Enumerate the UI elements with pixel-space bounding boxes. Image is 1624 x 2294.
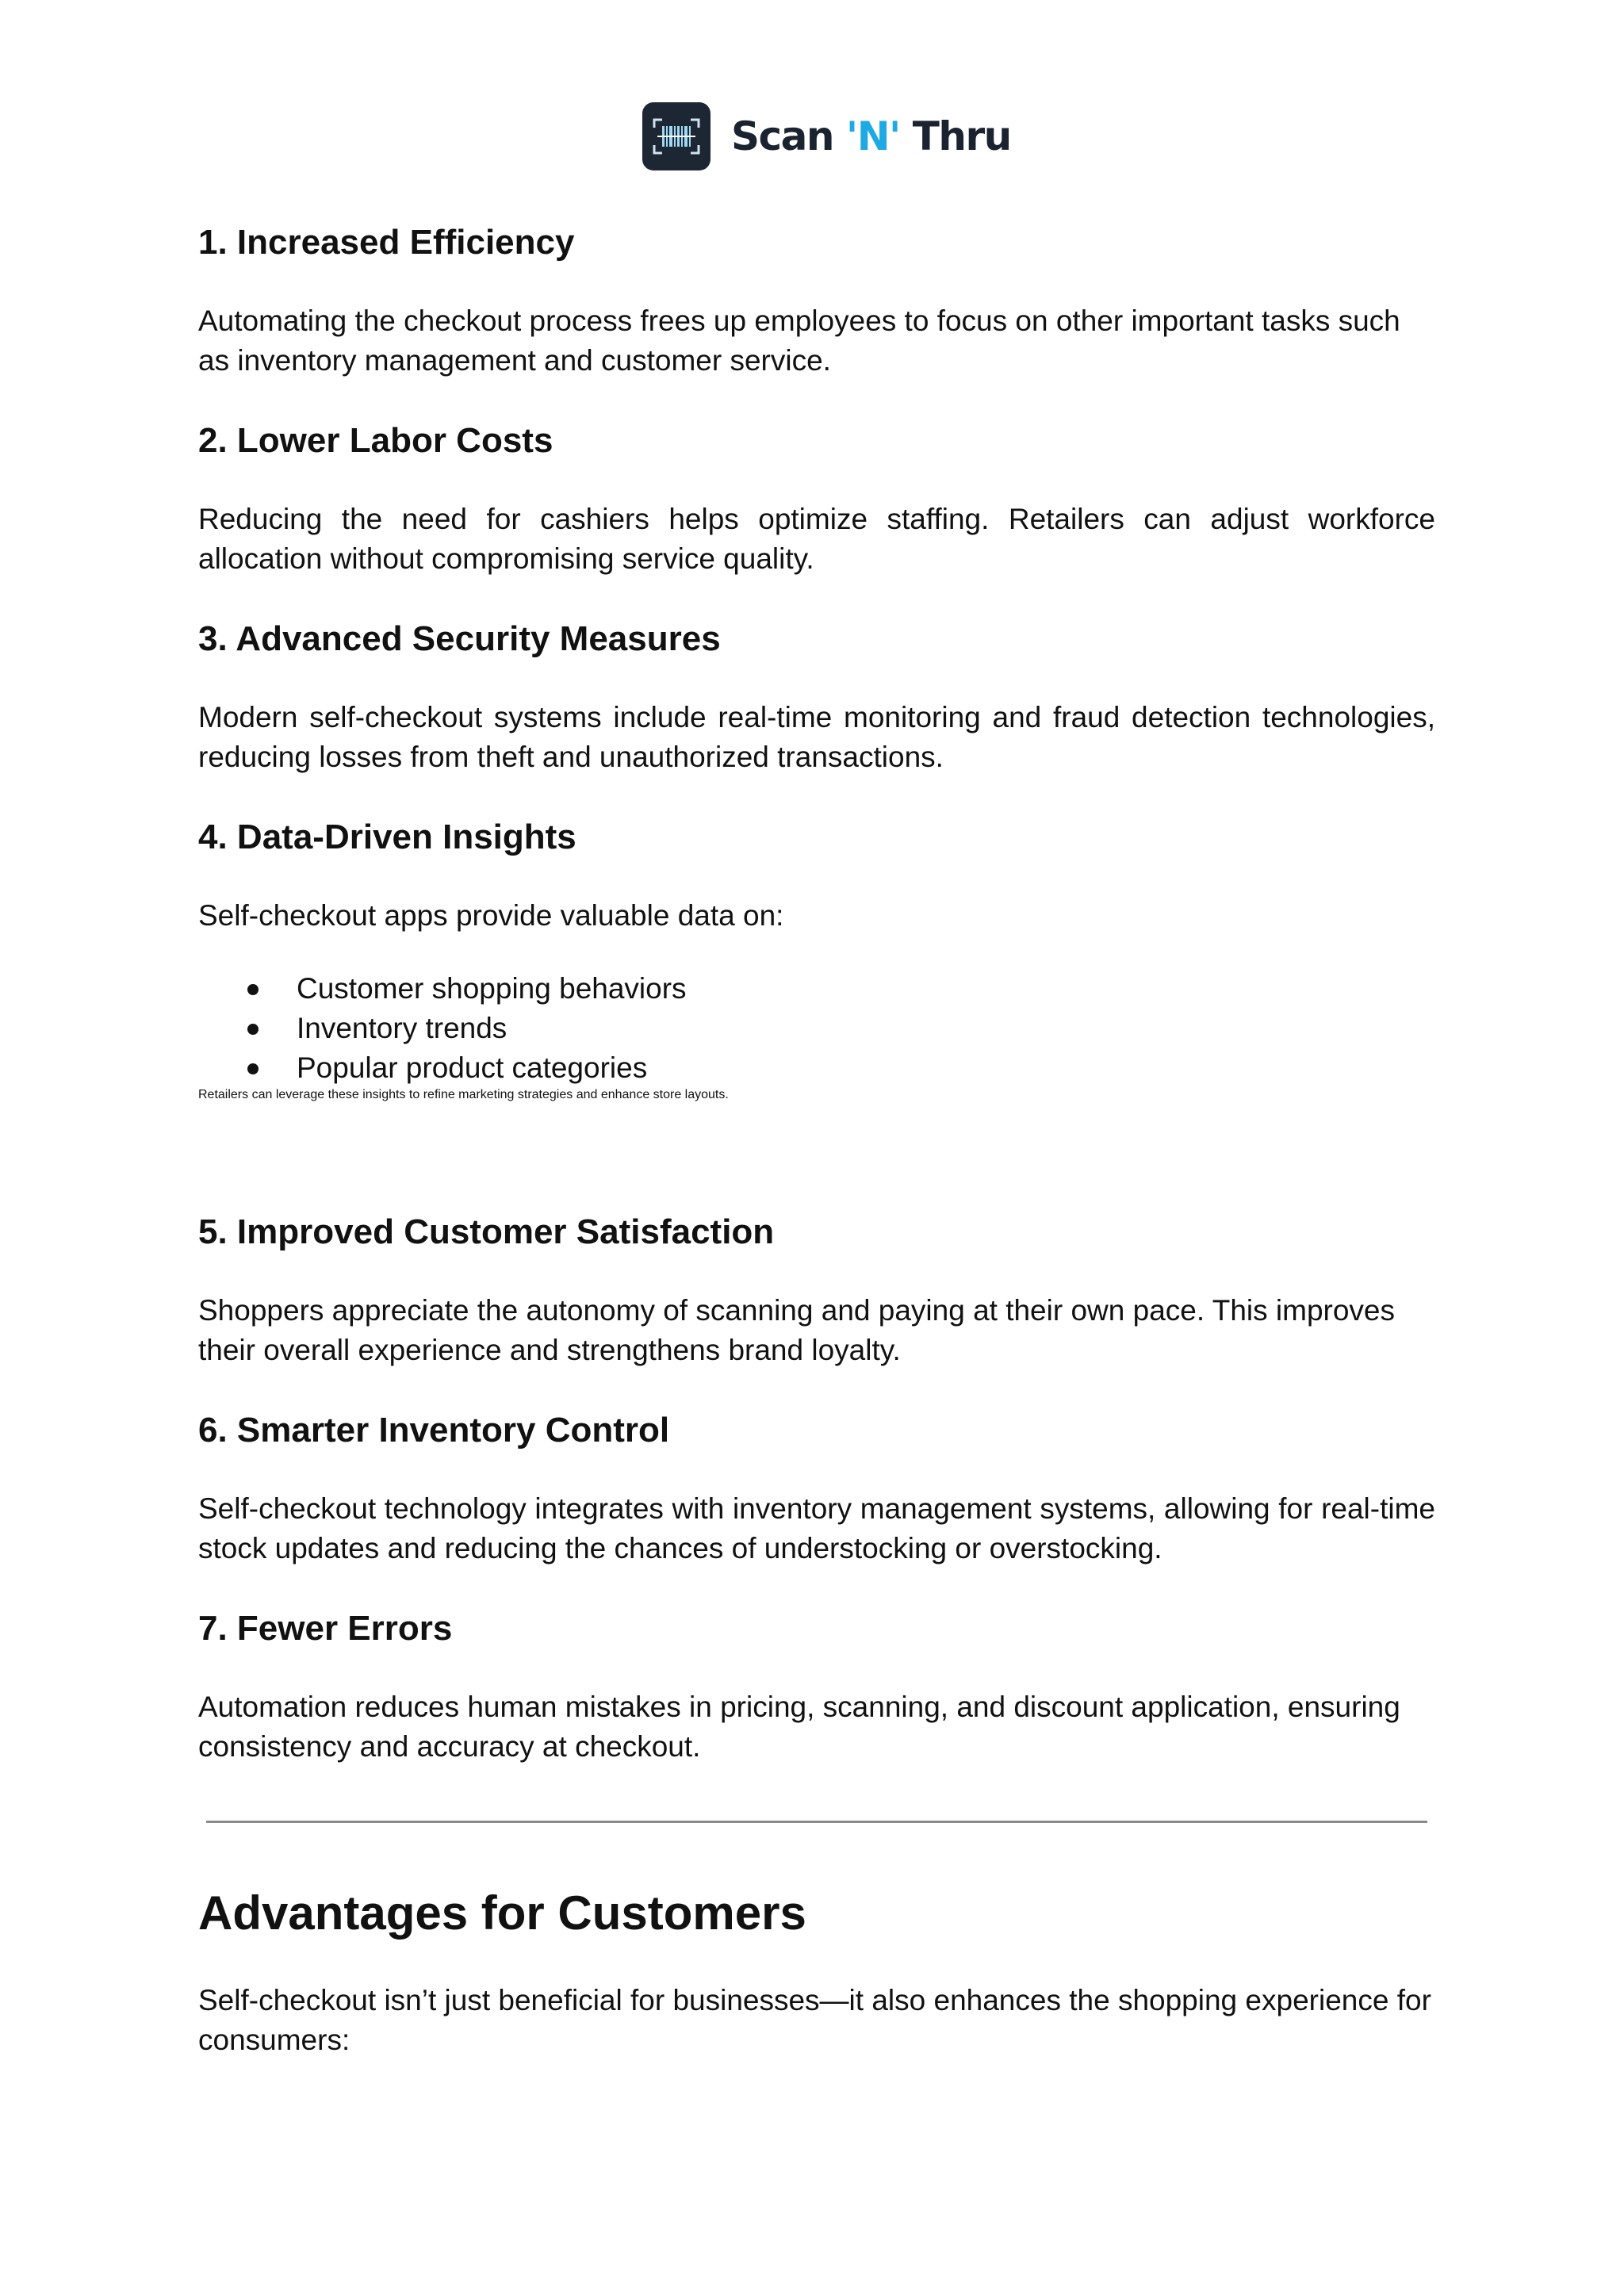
list-continuation-text: Retailers can leverage these insights to refine marketing strategies and enhance store layouts. — [198, 1088, 729, 1101]
section-text: Automating the checkout process frees up employees to focus on other important tasks such as inventory management and customer service. — [198, 304, 1400, 377]
brand-logo — [642, 101, 1011, 171]
bullet-icon — [247, 1063, 259, 1074]
section-lower-labor-costs — [198, 420, 1435, 461]
section-improved-customer-satisfaction — [198, 1212, 1435, 1253]
section-text: Reducing the need for cashiers helps optimize staffing. Retailers can adjust workforce allocation without compromising service quality. — [198, 503, 1435, 575]
section-advanced-security — [198, 618, 1435, 660]
section-advantages-for-customers — [198, 1886, 1435, 1941]
list-item: Inventory trends — [198, 1009, 1435, 1048]
section-text: Shoppers appreciate the autonomy of scanning and paying at their own pace. This improves their overall experience and strengthens brand loyalty. — [198, 1294, 1396, 1366]
section-heading: 3. Advanced Security Measures — [198, 619, 721, 658]
section-paragraph — [198, 1489, 1435, 1568]
list-item: Popular product categories — [198, 1048, 1435, 1088]
section-fewer-errors — [198, 1608, 1435, 1649]
section-text: Self-checkout technology integrates with inventory management systems, allowing for real-time stock updates and reducing the chances of understocking or overstocking. — [198, 1492, 1435, 1564]
section-paragraph — [198, 1981, 1435, 2060]
insights-list — [198, 969, 1435, 1102]
section-heading: 7. Fewer Errors — [198, 1609, 453, 1648]
section-paragraph — [198, 896, 1435, 936]
bullet-icon — [247, 984, 259, 995]
section-paragraph — [198, 698, 1435, 777]
section-text: Modern self-checkout systems include real-time monitoring and fraud detection technologies, reducing losses from theft and unauthorized transactions. — [198, 701, 1435, 773]
section-heading: 1. Increased Efficiency — [198, 223, 575, 262]
section-heading: 6. Smarter Inventory Control — [198, 1411, 670, 1450]
section-text: Self-checkout apps provide valuable data on: — [198, 899, 784, 932]
barcode-scanner-icon — [642, 102, 710, 170]
section-paragraph — [198, 1291, 1435, 1370]
section-smarter-inventory-control — [198, 1410, 1435, 1451]
page-heading: Advantages for Customers — [198, 1886, 806, 1940]
brand-name: Scan 'N' Thru — [731, 113, 1011, 159]
section-heading: 4. Data-Driven Insights — [198, 818, 576, 856]
section-paragraph — [198, 500, 1435, 579]
section-text: Self-checkout isn’t just beneficial for businesses—it also enhances the shopping experience for consumers: — [198, 1984, 1431, 2056]
section-increased-efficiency — [198, 222, 1435, 263]
section-heading: 2. Lower Labor Costs — [198, 421, 553, 460]
list-item: Customer shopping behaviors — [198, 969, 1435, 1009]
horizontal-divider — [206, 1821, 1427, 1823]
bullet-icon — [247, 1024, 259, 1035]
section-text: Automation reduces human mistakes in pricing, scanning, and discount application, ensuring consistency and accuracy at checkout. — [198, 1691, 1400, 1763]
section-heading: 5. Improved Customer Satisfaction — [198, 1212, 775, 1251]
section-paragraph — [198, 301, 1435, 381]
section-paragraph — [198, 1687, 1435, 1767]
section-data-driven-insights — [198, 817, 1435, 858]
